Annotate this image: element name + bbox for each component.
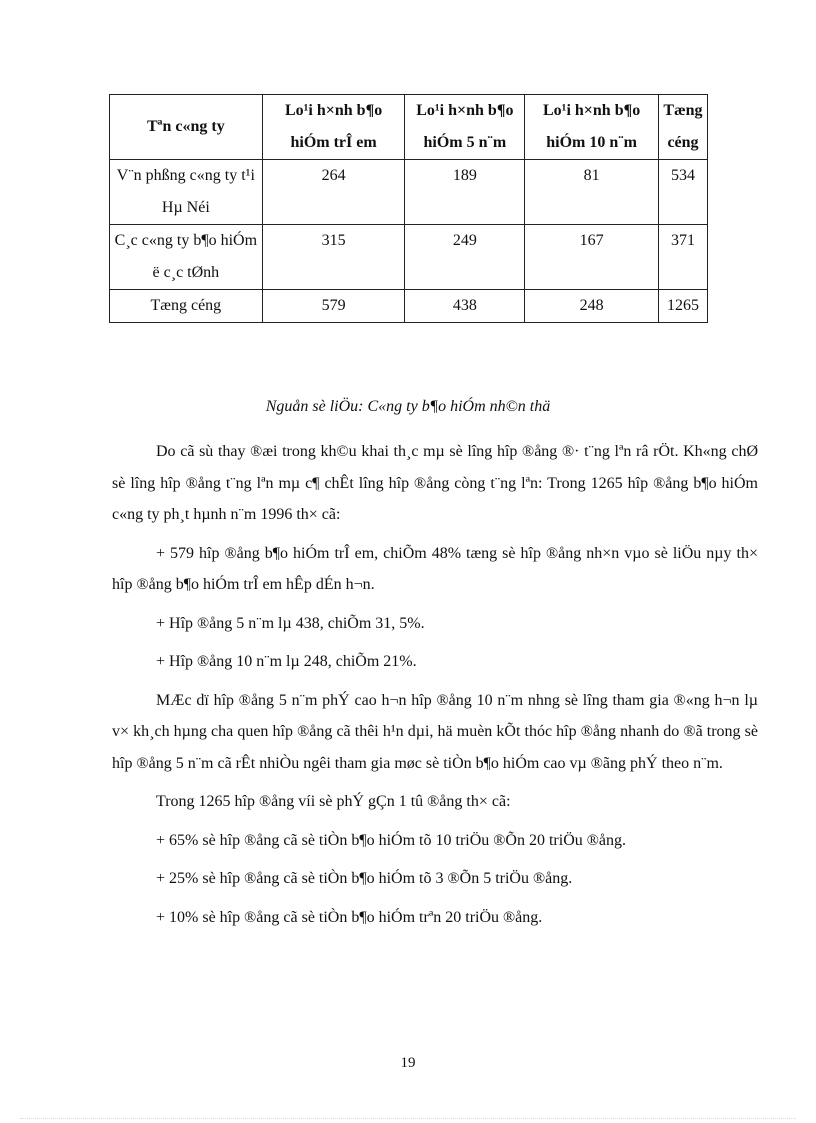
table-source-note: Nguån sè liÖu: C«ng ty b¶o hiÓm nh©n thä xyxy=(265,398,551,415)
body-text xyxy=(112,436,758,940)
paragraph: Do cã sù thay ®æi trong kh©u khai th¸c mµ sè lîng hîp ®ång ®· t¨ng lªn râ rÖt. Kh«ng chØ sè lîng hîp ®ång t¨ng lªn mµ c¶ chÊt lîng hîp ®ång còng t¨ng lªn: Trong 1265 hîp ®ång b¶o hiÓm c«ng ty ph¸t hµnh n¨m 1996 th× cã: xyxy=(112,443,758,523)
contract-table xyxy=(109,94,708,323)
table-cell: 534 xyxy=(658,160,707,225)
header-child-insurance: Lo¹i h×nh b¶o hiÓm trÎ em xyxy=(262,95,405,160)
table-cell: 248 xyxy=(525,290,659,323)
row-label: Tæng céng xyxy=(110,290,263,323)
table-cell: 81 xyxy=(525,160,659,225)
paragraph: + 579 hîp ®ång b¶o hiÓm trÎ em, chiÕm 48% tæng sè hîp ®ång nh×n vµo sè liÖu nµy th× hîp ®ång b¶o hiÓm trÎ em hÊp dÉn h¬n. xyxy=(112,544,758,593)
table-cell: 371 xyxy=(658,225,707,290)
table-row xyxy=(110,160,708,225)
table-cell: 167 xyxy=(525,225,659,290)
table-cell: 189 xyxy=(405,160,525,225)
paragraph: + 10% sè hîp ®ång cã sè tiÒn b¶o hiÓm trªn 20 triÖu ®ång. xyxy=(156,908,543,926)
table-cell: 315 xyxy=(262,225,405,290)
paragraph: Trong 1265 hîp ®ång víi sè phÝ gÇn 1 tû ®ång th× cã: xyxy=(156,793,511,810)
paragraph: + Hîp ®ång 10 n¨m lµ 248, chiÕm 21%. xyxy=(156,653,417,670)
row-label: C¸c c«ng ty b¶o hiÓm ë c¸c tØnh xyxy=(110,225,263,290)
table-cell: 264 xyxy=(262,160,405,225)
footer-divider xyxy=(20,1118,796,1119)
row-label: V¨n phßng c«ng ty t¹i Hµ Néi xyxy=(110,160,263,225)
table-row xyxy=(110,290,708,323)
header-10-year-insurance: Lo¹i h×nh b¶o hiÓm 10 n¨m xyxy=(525,95,659,160)
header-company: Tªn c«ng ty xyxy=(110,95,263,160)
header-5-year-insurance: Lo¹i h×nh b¶o hiÓm 5 n¨m xyxy=(405,95,525,160)
paragraph: + Hîp ®ång 5 n¨m lµ 438, chiÕm 31, 5%. xyxy=(156,614,425,632)
paragraph: MÆc dï hîp ®ång 5 n¨m phÝ cao h¬n hîp ®ång 10 n¨m nhng sè lîng tham gia ®«ng h¬n lµ v× kh¸ch hµng cha quen hîp ®ång cã thêi h¹n dµi, hä muèn kÕt thóc hîp ®ång nhanh do ®ã trong sè hîp ®ång 5 n¨m cã rÊt nhiÒu ngêi tham gia møc sè tiÒn b¶o hiÓm cao vµ ®ãng phÝ theo n¨m. xyxy=(112,691,758,772)
table-header-row xyxy=(110,95,708,160)
table-row xyxy=(110,225,708,290)
header-total: Tæng céng xyxy=(658,95,707,160)
table-cell: 249 xyxy=(405,225,525,290)
table-cell: 579 xyxy=(262,290,405,323)
paragraph: + 65% sè hîp ®ång cã sè tiÒn b¶o hiÓm tõ 10 triÖu ®Õn 20 triÖu ®ång. xyxy=(156,831,627,849)
paragraph: + 25% sè hîp ®ång cã sè tiÒn b¶o hiÓm tõ 3 ®Õn 5 triÖu ®ång. xyxy=(156,870,573,887)
page-number: 19 xyxy=(400,1055,416,1071)
table-cell: 1265 xyxy=(658,290,707,323)
table-cell: 438 xyxy=(405,290,525,323)
